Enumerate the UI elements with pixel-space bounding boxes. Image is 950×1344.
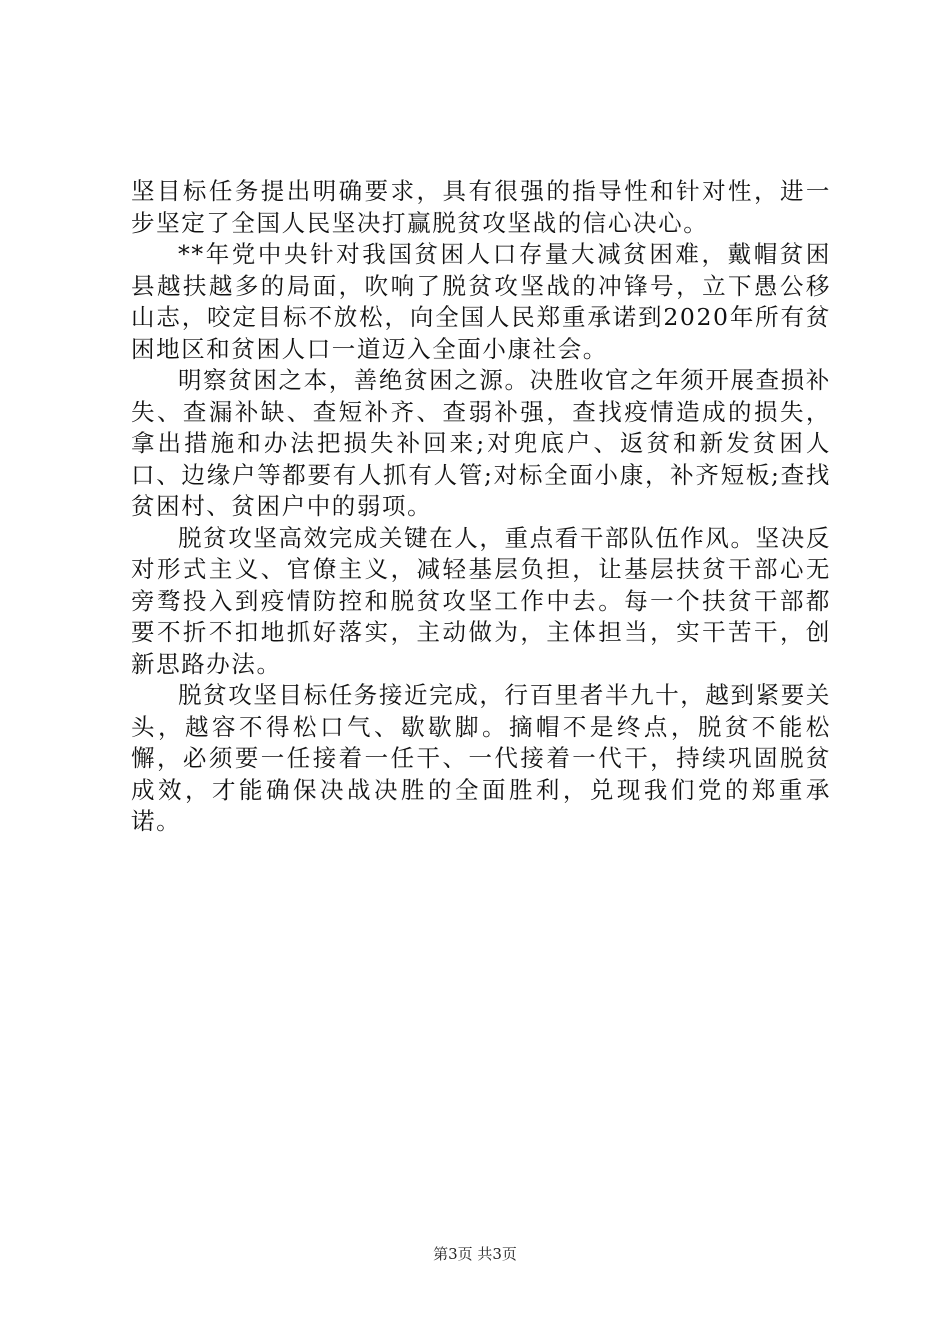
paragraph-final-push: 脱贫攻坚目标任务接近完成，行百里者半九十，越到紧要关头，越容不得松口气、歇歇脚。摘帽不是终点，脱贫不能松懈，必须要一任接着一任干、一代接着一代干，持续巩固脱贫成效，才能确保决战决胜的全面胜利，兑现我们党的郑重承诺。 [131,681,831,835]
page-number-footer: 第3页 共3页 [433,1245,517,1263]
paragraph-root-causes: 明察贫困之本，善绝贫困之源。决胜收官之年须开展查损补失、查漏补缺、查短补齐、查弱补强，查找疫情造成的损失，拿出措施和办法把损失补回来;对兜底户、返贫和新发贫困人口、边缘户等都要有人抓有人管;对标全面小康，补齐短板;查找贫困村、贫困户中的弱项。 [131,366,831,520]
paragraph-continuation: 坚目标任务提出明确要求，具有很强的指导性和针对性，进一步坚定了全国人民坚决打赢脱贫攻坚战的信心决心。 [131,177,831,237]
document-body [131,176,831,838]
paragraph-commitment: **年党中央针对我国贫困人口存量大减贫困难，戴帽贫困县越扶越多的局面，吹响了脱贫攻坚战的冲锋号，立下愚公移山志，咬定目标不放松，向全国人民郑重承诺到2020年所有贫困地区和贫困人口一道迈入全面小康社会。 [131,240,831,363]
paragraph-cadres: 脱贫攻坚高效完成关键在人，重点看干部队伍作风。坚决反对形式主义、官僚主义，减轻基层负担，让基层扶贫干部心无旁骛投入到疫情防控和脱贫攻坚工作中去。每一个扶贫干部都要不折不扣地抓好落实，主动做为，主体担当，实干苦干，创新思路办法。 [131,523,831,678]
